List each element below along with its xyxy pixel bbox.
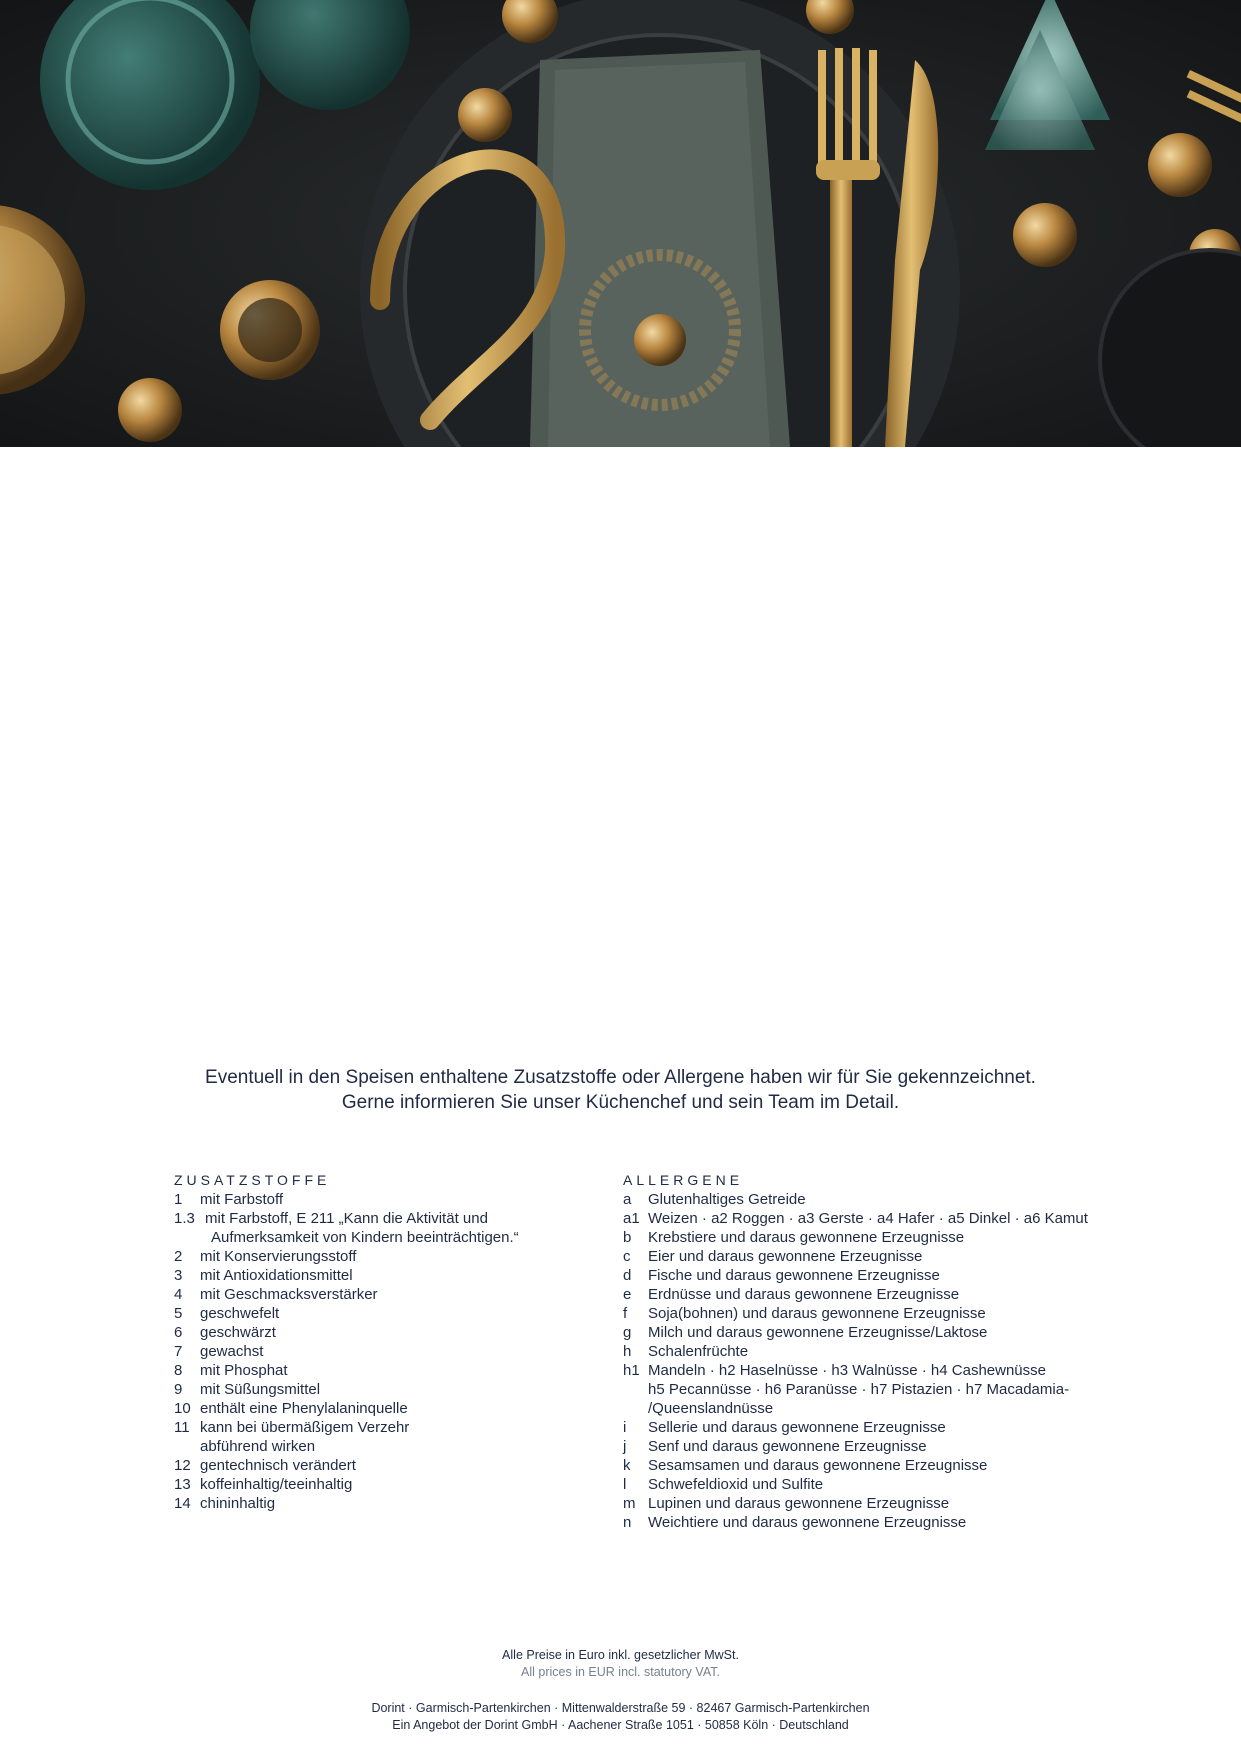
allergen-intro (0, 1065, 1241, 1115)
list-item: i Sellerie und daraus gewonnene Erzeugnisse (623, 1419, 946, 1436)
list-item: 11 kann bei übermäßigem Verzehr (174, 1419, 410, 1436)
list-item: n Weichtiere und daraus gewonnene Erzeugnisse (623, 1514, 967, 1531)
list-item: g Milch und daraus gewonnene Erzeugnisse/Laktose (623, 1324, 988, 1341)
list-item: d Fische und daraus gewonnene Erzeugnisse (623, 1267, 940, 1284)
list-item: h Schalenfrüchte (623, 1343, 749, 1360)
additives-list (174, 1171, 594, 1513)
list-item: 4 mit Geschmacksverstärker (174, 1286, 378, 1303)
intro-line-1: Eventuell in den Speisen enthaltene Zusatzstoffe oder Allergene haben wir für Sie gekennzeichnet. (205, 1067, 1036, 1088)
list-item: f Soja(bohnen) und daraus gewonnene Erzeugnisse (623, 1305, 986, 1322)
intro-line-2: Gerne informieren Sie unser Küchenchef und sein Team im Detail. (341, 1092, 900, 1113)
list-item: 13 koffeinhaltig/teeinhaltig (174, 1476, 353, 1493)
list-item: 6 geschwärzt (174, 1324, 276, 1341)
list-item: 10 enthält eine Phenylalaninquelle (174, 1400, 408, 1417)
list-item: 12 gentechnisch verändert (174, 1457, 356, 1474)
list-item: l Schwefeldioxid und Sulfite (623, 1476, 824, 1493)
additives-heading: ZUSATZSTOFFE (174, 1172, 331, 1188)
list-item-continuation: h5 Pecannüsse · h6 Paranüsse · h7 Pistazien · h7 Macadamia- (648, 1381, 1070, 1398)
list-item: c Eier und daraus gewonnene Erzeugnisse (623, 1248, 923, 1265)
list-item: h1 Mandeln · h2 Haselnüsse · h3 Walnüsse · h4 Cashewnüsse (623, 1362, 1046, 1379)
list-item: 14 chininhaltig (174, 1495, 276, 1512)
christmas-table-setting-illustration (0, 0, 1241, 447)
company-address: Ein Angebot der Dorint GmbH · Aachener Straße 1051 · 50858 Köln · Deutschland (392, 1718, 849, 1732)
list-item: b Krebstiere und daraus gewonnene Erzeugnisse (623, 1229, 965, 1246)
prices-note-en: All prices in EUR incl. statutory VAT. (521, 1665, 720, 1679)
list-item: a1 Weizen · a2 Roggen · a3 Gerste · a4 Hafer · a5 Dinkel · a6 Kamut (623, 1210, 1088, 1227)
list-item: k Sesamsamen und daraus gewonnene Erzeugnisse (623, 1457, 988, 1474)
prices-note-de: Alle Preise in Euro inkl. gesetzlicher MwSt. (502, 1648, 739, 1662)
list-item: 8 mit Phosphat (174, 1362, 288, 1379)
allergens-heading: ALLERGENE (623, 1172, 744, 1188)
hotel-address: Dorint · Garmisch-Partenkirchen · Mittenwalderstraße 59 · 82467 Garmisch-Partenkirchen (371, 1701, 870, 1715)
list-item-continuation: abführend wirken (200, 1438, 316, 1455)
list-item-continuation: Aufmerksamkeit von Kindern beeinträchtigen.“ (211, 1229, 519, 1246)
list-item: m Lupinen und daraus gewonnene Erzeugnisse (623, 1495, 950, 1512)
list-item: j Senf und daraus gewonnene Erzeugnisse (623, 1438, 927, 1455)
list-item: 3 mit Antioxidationsmittel (174, 1267, 353, 1284)
list-item: 1.3 mit Farbstoff, E 211 „Kann die Aktivität und (174, 1210, 488, 1227)
list-item: 1 mit Farbstoff (174, 1191, 284, 1208)
list-item: 9 mit Süßungsmittel (174, 1381, 321, 1398)
list-item: 2 mit Konservierungsstoff (174, 1248, 357, 1265)
list-item-continuation: /Queenslandnüsse (648, 1400, 774, 1417)
list-item: e Erdnüsse und daraus gewonnene Erzeugnisse (623, 1286, 960, 1303)
hero-photo (0, 0, 1241, 447)
list-item: 7 gewachst (174, 1343, 264, 1360)
list-item: 5 geschwefelt (174, 1305, 280, 1322)
list-item: a Glutenhaltiges Getreide (623, 1191, 806, 1208)
allergens-list (623, 1171, 1123, 1532)
